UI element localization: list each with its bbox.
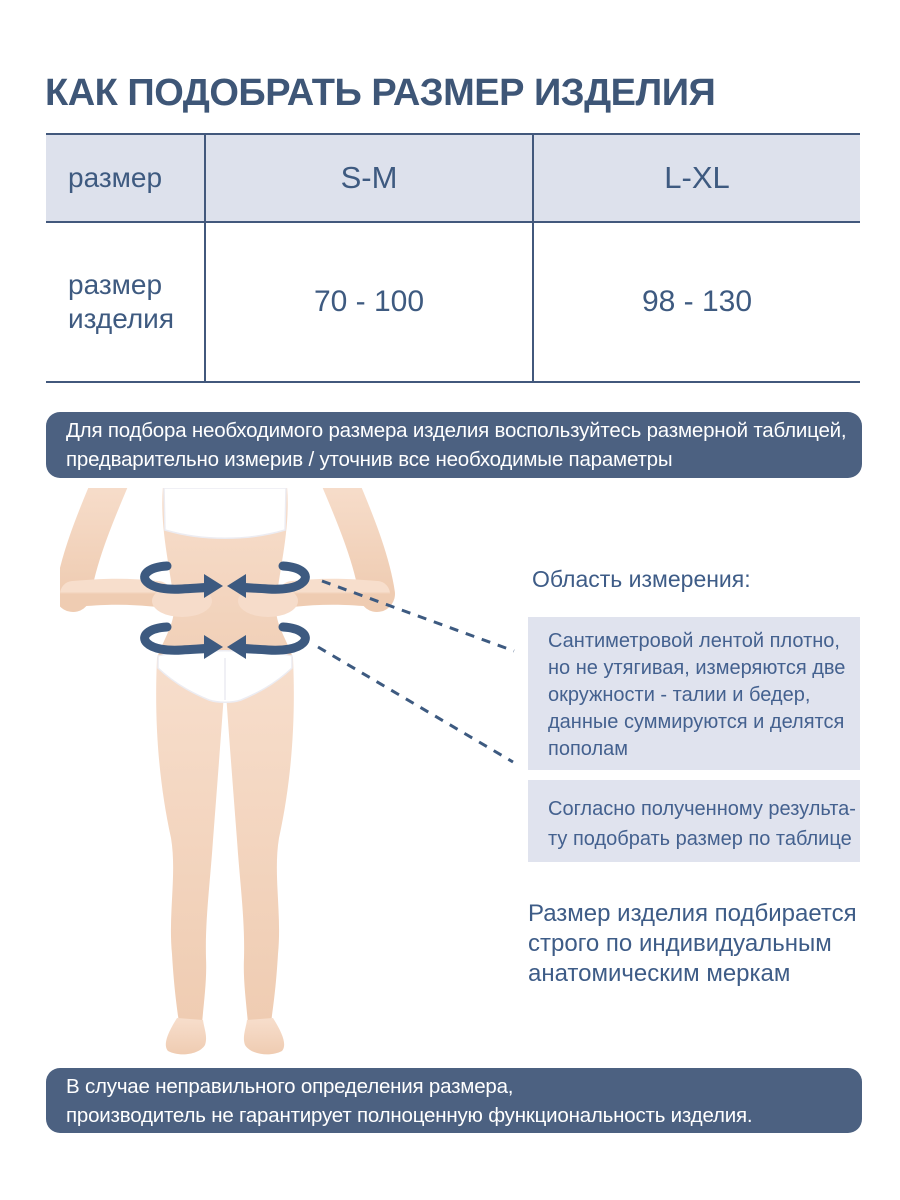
bra-top <box>164 488 286 538</box>
warning-banner-line-2: производитель не гарантирует полноценную функциональность изделия. <box>66 1103 753 1127</box>
fitting-note-line: анатомическим меркам <box>528 960 791 987</box>
measurement-box-1-line: Сантиметровой лентой плотно, <box>548 630 840 652</box>
measurement-heading: Область измерения: <box>532 566 751 592</box>
info-banner-line-1: Для подбора необходимого размера изделия воспользуйтесь размерной таблицей, <box>66 419 847 442</box>
right-upper-arm <box>338 488 377 594</box>
size-table-header-label: размер <box>46 135 204 223</box>
fitting-note <box>528 899 857 989</box>
body-figure-illustration <box>60 488 520 1063</box>
warning-banner <box>46 1068 862 1133</box>
right-leg <box>226 658 294 1024</box>
right-foot <box>244 1018 284 1054</box>
page-title: КАК ПОДОБРАТЬ РАЗМЕР ИЗДЕЛИЯ <box>45 72 716 114</box>
size-table-header-lxl: L-XL <box>532 135 860 223</box>
size-table <box>46 133 860 383</box>
info-banner-line-2: предварительно измерив / уточнив все необходимые параметры <box>66 448 673 471</box>
size-table-header-sm: S-M <box>204 135 532 223</box>
left-forearm <box>73 592 158 594</box>
measurement-box-1-line: данные суммируются и делятся <box>548 711 845 733</box>
warning-banner-line-1: В случае неправильного определения размера, <box>66 1074 514 1098</box>
left-upper-arm <box>73 488 112 594</box>
size-table-row-lxl-value: 98 - 130 <box>532 223 860 381</box>
measurement-box-2-line: Согласно полученному результа- <box>548 798 856 820</box>
fitting-note-line: строго по индивидуальным <box>528 930 832 957</box>
left-foot <box>166 1018 206 1054</box>
measurement-box-1-line: окружности - талии и бедер, <box>548 684 811 706</box>
info-banner <box>46 412 862 478</box>
measurement-box-2-line: ту подобрать размер по таблице <box>548 828 852 850</box>
left-leg <box>156 658 224 1024</box>
measurement-box-1-line: но не утягивая, измеряются две <box>548 657 846 679</box>
measurement-box-2 <box>528 780 860 862</box>
fitting-note-line: Размер изделия подбирается <box>528 900 857 927</box>
size-table-row-sm-value: 70 - 100 <box>204 223 532 381</box>
size-table-row-label: размер изделия <box>46 223 204 381</box>
right-forearm <box>292 592 377 594</box>
measurement-box-1 <box>528 617 860 770</box>
measurement-box-1-line: пополам <box>548 738 629 760</box>
